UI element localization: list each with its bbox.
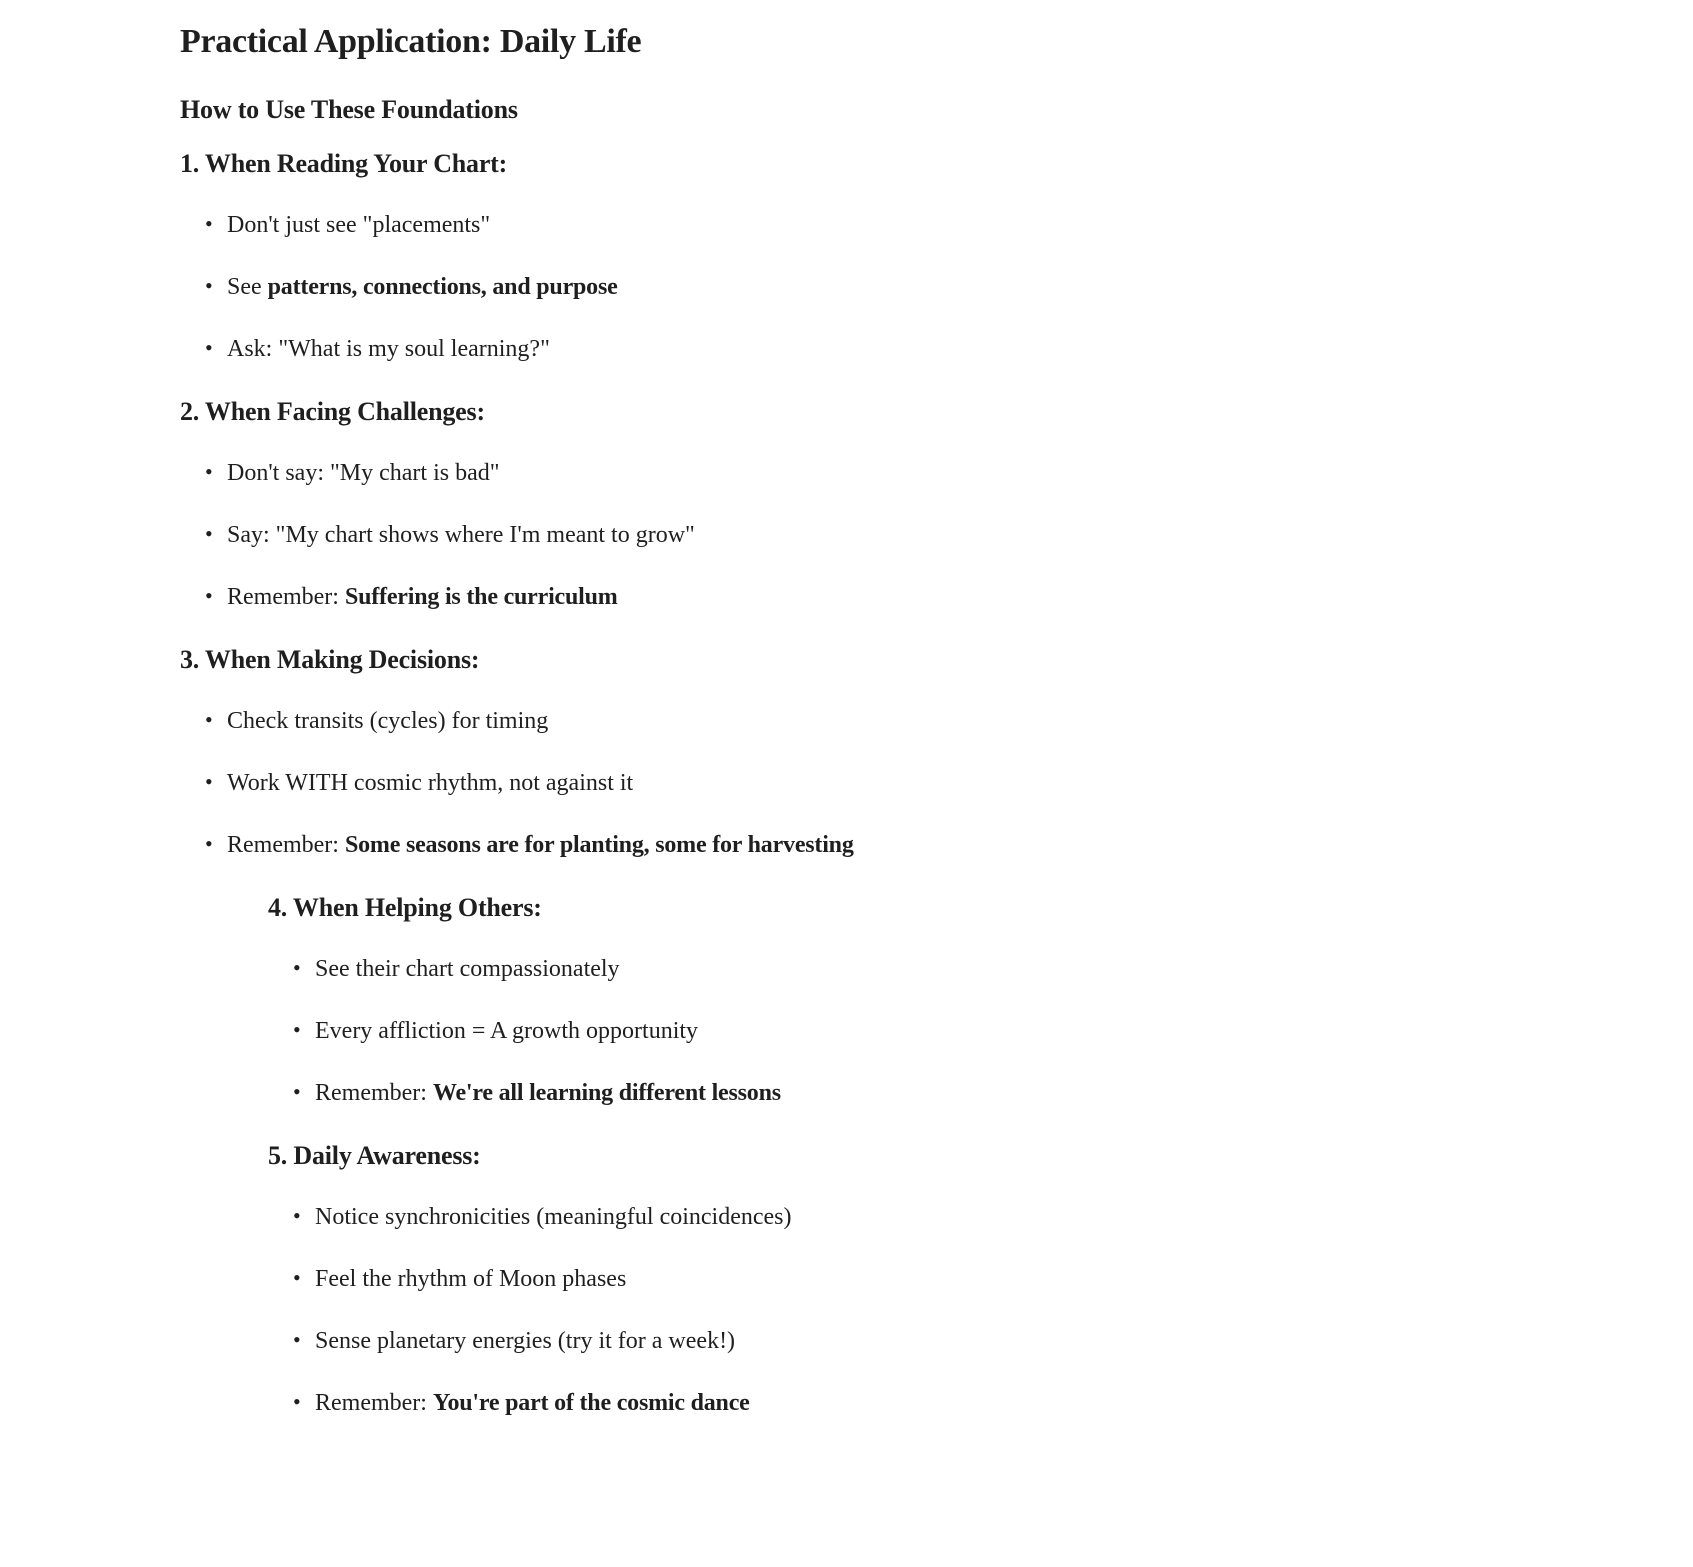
list-item-text: Remember:: [227, 832, 345, 858]
list-item: [180, 272, 1653, 302]
bullet-icon: •: [205, 273, 213, 298]
list-item-text-bold: You're part of the cosmic dance: [432, 1390, 750, 1416]
list-item: [180, 458, 1653, 488]
list-item-text: Check transits (cycles) for timing: [227, 708, 549, 734]
list-item: [268, 1016, 1653, 1046]
bullet-icon: •: [293, 1017, 301, 1042]
section-heading-5: 5. Daily Awareness:: [268, 1141, 481, 1170]
bullet-icon: •: [205, 521, 213, 546]
list-item: [180, 706, 1653, 736]
bullet-icon: •: [293, 1327, 301, 1352]
list-item: [180, 768, 1653, 798]
bullet-icon: •: [205, 707, 213, 732]
list-item: [268, 1326, 1653, 1356]
list-item: [180, 334, 1653, 364]
list-item-text: Remember:: [227, 584, 345, 610]
list-item-text: Say: "My chart shows where I'm meant to grow": [227, 522, 695, 548]
list-item-text: Don't say: "My chart is bad": [227, 460, 500, 486]
list-item-text-bold: Suffering is the curriculum: [344, 584, 618, 610]
bullet-icon: •: [293, 1389, 301, 1414]
list-item-text: Sense planetary energies (try it for a week!): [315, 1328, 736, 1354]
section-heading-4: 4. When Helping Others:: [268, 893, 542, 922]
list-item-text-bold: patterns, connections, and purpose: [267, 274, 618, 300]
list-item-text: See their chart compassionately: [315, 956, 620, 982]
bullet-icon: •: [293, 955, 301, 980]
bullet-icon: •: [293, 1079, 301, 1104]
list-item-text: Notice synchronicities (meaningful coincidences): [315, 1204, 792, 1230]
list-item-text: Ask: "What is my soul learning?": [227, 336, 550, 362]
list-item-text: Feel the rhythm of Moon phases: [315, 1266, 627, 1292]
list-item-text: See: [227, 274, 268, 300]
list-item: [268, 1264, 1653, 1294]
list-item: [268, 1202, 1653, 1232]
bullet-icon: •: [205, 831, 213, 856]
list-item: [180, 830, 1653, 860]
list-item: [180, 582, 1653, 612]
page-title: Practical Application: Daily Life: [180, 23, 642, 60]
bullet-icon: •: [205, 583, 213, 608]
bullet-icon: •: [205, 769, 213, 794]
section-heading-2: 2. When Facing Challenges:: [180, 397, 485, 426]
list-item: [180, 210, 1653, 240]
list-item-text: Remember:: [315, 1390, 433, 1416]
list-item-text: Don't just see "placements": [227, 212, 491, 238]
list-item-text: Remember:: [315, 1080, 433, 1106]
bullet-icon: •: [205, 335, 213, 360]
indented-section-block: [268, 892, 1653, 1418]
list-item-text-bold: We're all learning different lessons: [432, 1080, 781, 1106]
section-heading-1: 1. When Reading Your Chart:: [180, 149, 508, 178]
list-item-text: Work WITH cosmic rhythm, not against it: [227, 770, 634, 796]
page-subtitle: How to Use These Foundations: [180, 95, 518, 124]
bullet-list-2: [180, 458, 1653, 612]
bullet-icon: •: [293, 1265, 301, 1290]
list-item: [268, 1388, 1653, 1418]
section-heading-3: 3. When Making Decisions:: [180, 645, 480, 674]
list-item: [180, 520, 1653, 550]
list-item-text: Every affliction = A growth opportunity: [315, 1018, 699, 1044]
bullet-icon: •: [293, 1203, 301, 1228]
list-item: [268, 1078, 1653, 1108]
list-item-text-bold: Some seasons are for planting, some for harvesting: [344, 832, 854, 858]
list-item: [268, 954, 1653, 984]
bullet-list-3: [180, 706, 1653, 860]
bullet-list-1: [180, 210, 1653, 364]
bullet-icon: •: [205, 211, 213, 236]
bullet-list-4: [268, 954, 1653, 1108]
bullet-icon: •: [205, 459, 213, 484]
bullet-list-5: [268, 1202, 1653, 1418]
